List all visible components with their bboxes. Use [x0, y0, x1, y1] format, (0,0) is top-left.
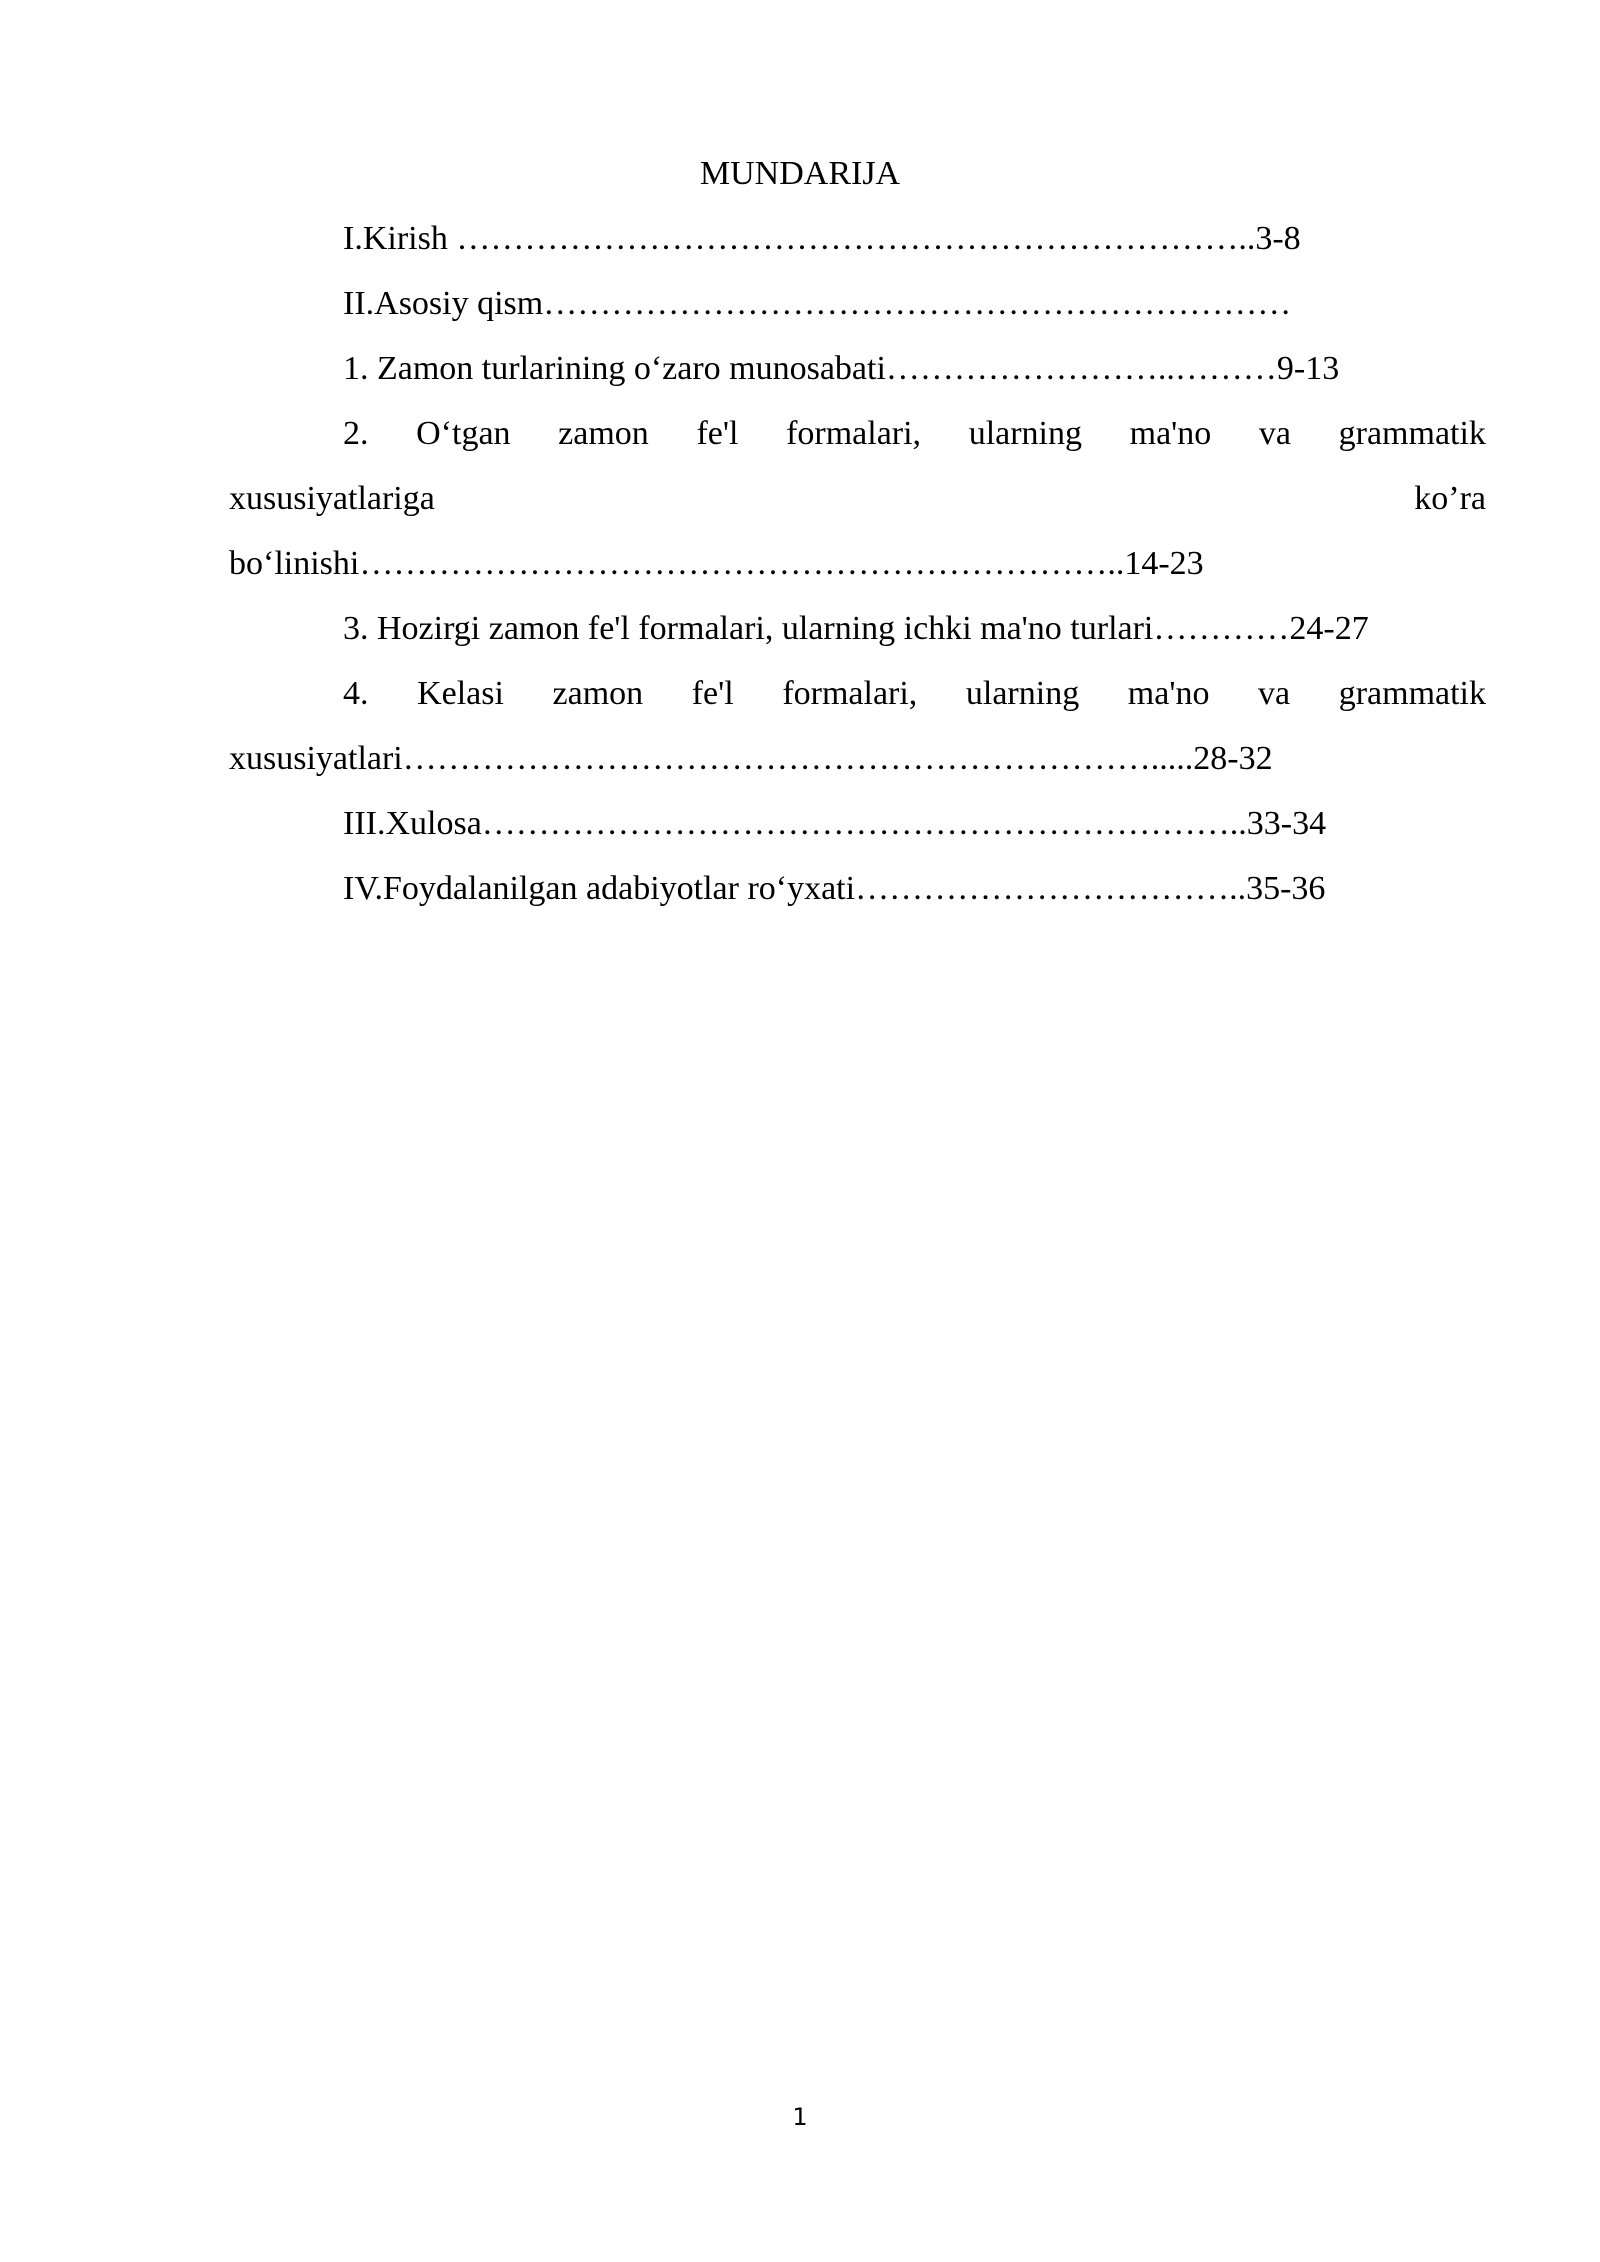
toc-entry-adabiyotlar: IV.Foydalanilgan adabiyotlar ro‘yxati……………………………..35-36: [343, 870, 1326, 907]
toc-entry-3: 3. Hozirgi zamon fe'l formalari, ularning ichki ma'no turlari…………24-27: [343, 610, 1369, 647]
toc-word: ularning: [965, 675, 1080, 712]
toc-word: formalari,: [786, 415, 922, 452]
toc-word: xususiyatlariga: [229, 480, 435, 517]
page-number: 1: [792, 2103, 808, 2131]
toc-word: zamon: [552, 675, 644, 712]
toc-entry-2-line-3: bo‘linishi…………………………………………………………..14-23: [229, 545, 1204, 582]
toc-word: zamon: [558, 415, 649, 452]
toc-word: ko’ra: [1414, 480, 1486, 517]
toc-word: fe'l: [696, 415, 739, 452]
toc-entry-asosiy-qism: II.Asosiy qism…………………………………………………………: [343, 285, 1292, 322]
toc-word: va: [1258, 675, 1291, 712]
toc-word: fe'l: [691, 675, 734, 712]
toc-word: ularning: [968, 415, 1082, 452]
toc-word: ma'no: [1129, 415, 1212, 452]
toc-word: Kelasi: [417, 675, 504, 712]
toc-word: formalari,: [782, 675, 918, 712]
toc-word: grammatik: [1338, 415, 1486, 452]
toc-word: O‘tgan: [416, 415, 511, 452]
toc-entry-4-line-1: [343, 672, 1486, 716]
toc-entry-kirish: I.Kirish ……………………………………………………………..3-8: [343, 220, 1301, 257]
toc-word: 2.: [343, 415, 369, 452]
toc-word: ma'no: [1127, 675, 1210, 712]
toc-entry-2-line-1: [343, 412, 1486, 456]
toc-entry-4-line-2: xususiyatlari………………………………………………………….....28-32: [229, 740, 1273, 777]
toc-entry-xulosa: III.Xulosa…………………………………………………………..33-34: [343, 805, 1327, 842]
toc-entry-1: 1. Zamon turlarining o‘zaro munosabati……………………..………9-13: [343, 350, 1340, 387]
toc-word: 4.: [343, 675, 369, 712]
toc-word: grammatik: [1338, 675, 1486, 712]
page-title: MUNDARIJA: [699, 155, 901, 192]
toc-word: va: [1258, 415, 1292, 452]
toc-entry-2-line-2: [229, 477, 1486, 521]
